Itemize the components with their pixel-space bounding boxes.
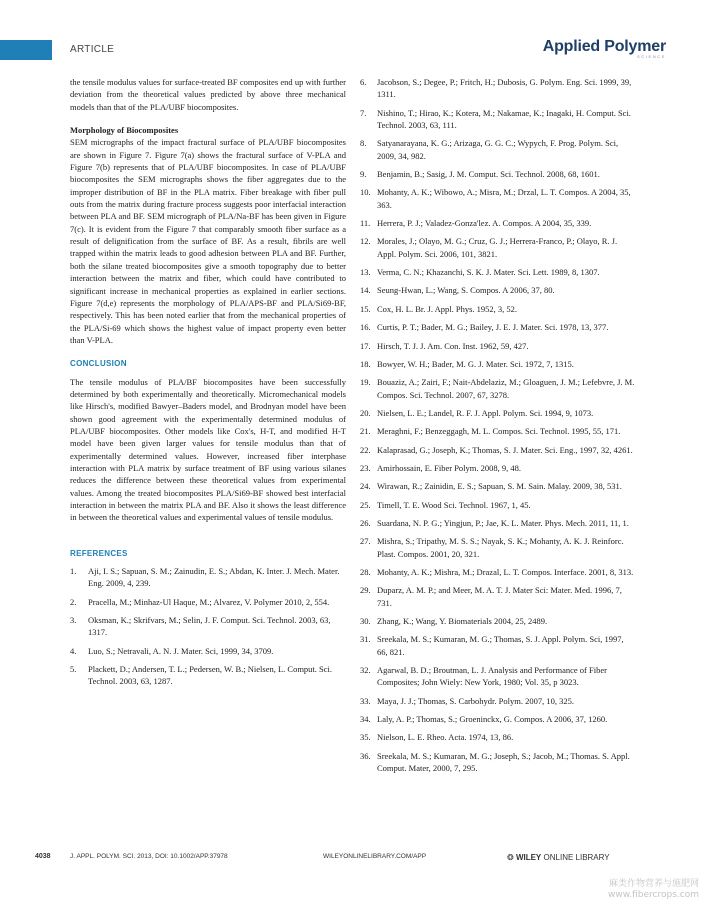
reference-number: 34.	[360, 714, 371, 725]
reference-item	[360, 340, 636, 352]
reference-text: Herrera, P. J.; Valadez-Gonza'lez. A. Compos. A 2004, 35, 339.	[377, 218, 592, 229]
reference-item	[360, 664, 636, 689]
reference-number: 7.	[360, 107, 367, 118]
reference-text: Bowyer, W. H.; Bader, M. G. J. Mater. Sci. 1972, 7, 1315.	[377, 358, 574, 369]
reference-text: Satyanarayana, K. G.; Arizaga, G. G. C.; Wypych, F. Prog. Polym. Sci, 2009, 34, 982.	[377, 138, 619, 161]
reference-text: Oksman, K.; Skrifvars, M.; Selin, J. F. Comput. Sci. Technol. 2003, 63, 1317.	[88, 615, 331, 638]
reference-list-left	[70, 565, 346, 688]
reference-number: 35.	[360, 732, 371, 743]
reference-item	[360, 168, 636, 180]
reference-number: 36.	[360, 750, 371, 761]
reference-text: Benjamin, B.; Sasig, J. M. Comput. Sci. Technol. 2008, 68, 1601.	[377, 169, 600, 180]
reference-number: 29.	[360, 585, 371, 596]
reference-text: Mohanty, A. K.; Wibowo, A.; Misra, M.; Drzal, L. T. Compos. A 2004, 35, 363.	[377, 187, 631, 210]
reference-text: Verma, C. N.; Khazanchi, S. K. J. Mater. Sci. Lett. 1989, 8, 1307.	[377, 267, 600, 278]
section-label: ARTICLE	[70, 44, 115, 55]
reference-item	[360, 425, 636, 437]
reference-text: Cox, H. L. Br. J. Appl. Phys. 1952, 3, 52.	[377, 303, 518, 314]
reference-text: Luo, S.; Netravali, A. N. J. Mater. Sci, 1999, 34, 3709.	[88, 645, 274, 656]
reference-text: Curtis, P. T.; Bader, M. G.; Bailey, J. E. J. Mater. Sci. 1978, 13, 377.	[377, 322, 609, 333]
reference-item	[360, 462, 636, 474]
reference-item	[360, 750, 636, 775]
reference-number: 6.	[360, 77, 367, 87]
reference-number: 21.	[360, 426, 371, 437]
reference-text: Sreekala, M. S.; Kumaran, M. G.; Thomas, S. J. Appl. Polym. Sci, 1997, 66, 821.	[377, 634, 624, 657]
watermark	[608, 879, 699, 901]
reference-item	[360, 615, 636, 627]
reference-number: 26.	[360, 517, 371, 528]
reference-item	[360, 266, 636, 278]
reference-text: Laly, A. P.; Thomas, S.; Groeninckx, G. Compos. A 2006, 37, 1260.	[377, 714, 608, 725]
reference-item	[360, 480, 636, 492]
reference-list-right	[360, 76, 636, 774]
reference-text: Morales, J.; Olayo, M. G.; Cruz, G. J.; Herrera-Franco, P.; Olayo, R. J. Appl. Polym. Sci. 2006, 101, 3821.	[377, 236, 618, 259]
reference-number: 15.	[360, 303, 371, 314]
reference-text: Hirsch, T. J. J. Am. Con. Inst. 1962, 59, 427.	[377, 340, 529, 351]
reference-item	[360, 186, 636, 211]
reference-text: Mohanty, A. K.; Mishra, M.; Drazal, L. T. Compos. Interface. 2001, 8, 313.	[377, 566, 634, 577]
reference-number: 1.	[70, 566, 77, 577]
left-column	[70, 76, 346, 694]
reference-number: 10.	[360, 187, 371, 198]
morphology-heading: Morphology of Biocomposites	[70, 125, 179, 136]
reference-item	[360, 566, 636, 578]
right-column	[360, 76, 636, 780]
reference-text: Nielsen, L. E.; Landel, R. F. J. Appl. Polym. Sci. 1994, 9, 1073.	[377, 407, 594, 418]
reference-text: Aji, I. S.; Sapuan, S. M.; Zainudin, E. S.; Abdan, K. Inter. J. Mech. Mater. Eng. 2009, 4, 239.	[88, 566, 340, 589]
website-link[interactable]: WILEYONLINELIBRARY.COM/APP	[323, 853, 427, 860]
reference-item	[360, 695, 636, 707]
reference-number: 22.	[360, 444, 371, 455]
reference-text: Duparz, A. M. P.; and Meer, M. A. T. J. Mater Sci: Mater. Med. 1996, 7, 731.	[377, 585, 622, 608]
reference-item	[360, 713, 636, 725]
reference-item	[360, 137, 636, 162]
reference-item	[70, 663, 346, 688]
reference-number: 33.	[360, 695, 371, 706]
reference-number: 18.	[360, 358, 371, 369]
reference-number: 2.	[70, 596, 77, 607]
reference-item	[360, 584, 636, 609]
reference-item	[360, 235, 636, 260]
reference-item	[360, 407, 636, 419]
reference-number: 5.	[70, 664, 77, 675]
watermark-line-2: www.fibercrops.com	[608, 890, 699, 900]
citation-line: J. APPL. POLYM. SCI. 2013, DOI: 10.1002/APP.37978	[70, 853, 228, 860]
intro-paragraph: the tensile modulus values for surface-treated BF composites end up with further deviation from the theoretical values predicted by above three mechanical models than that of the PLA/UBF biocomposites.	[70, 77, 346, 112]
reference-text: Nishino, T.; Hirao, K.; Kotera, M.; Nakamae, K.; Inagaki, H. Comput. Sci. Technol. 2003, 63, 111.	[377, 107, 631, 131]
reference-number: 30.	[360, 616, 371, 626]
reference-number: 23.	[360, 462, 371, 473]
reference-number: 20.	[360, 407, 371, 418]
reference-text: Nielson, L. E. Rheo. Acta. 1974, 13, 86.	[377, 732, 514, 743]
reference-number: 13.	[360, 267, 371, 278]
reference-item	[360, 217, 636, 229]
journal-title: Applied Polymer	[542, 38, 666, 55]
reference-text: Amirhossain, E. Fiber Polym. 2008, 9, 48.	[377, 462, 522, 473]
publisher-brand: WILEY	[515, 853, 542, 862]
publisher-suffix: ONLINE LIBRARY	[543, 853, 610, 862]
journal-logo	[543, 38, 666, 59]
reference-number: 11.	[360, 218, 371, 229]
morphology-paragraph: SEM micrographs of the impact fractural surface of PLA/UBF biocomposites are shown in Figure 7. Figure 7(a) shows the fractural surface of V-PLA and Figure 7(b) represents that of PLA/UBF biocomposites. In case of PLA/UBF biocomposites the SEM micrographs shows the fiber aggregates due to the improper distribution of BF in the PLA matrix. Fiber breakage with fiber pull outs from the matrix during fracture process suggests poor interfacial interaction between PLA and BF. SEM micrograph of PLA/Na-BF has been given in Figure 7(c). It is evident from the Figure 7 that comparably smooth fiber surface as a result of delignification from the surface of BF. As a result, fibrils are well trapped within the matrix leads to good adhesion between PLA and BF. Further, both the silane treated biocomposites give a smooth topography due to better interaction between the matrix and fiber, which could have contributed to significant increase in mechanical properties as explained in earlier sections. Figure 7(d,e) represents the morphology of PLA/APS-BF and PLA/Si69-BF, respectively. This has been noted earlier that from the mechanical properties of the PLA/Si-69 which shows the highest value of impact property even better than V-PLA.	[70, 137, 346, 345]
reference-item	[70, 565, 346, 590]
reference-item	[360, 731, 636, 743]
publisher-logo	[507, 853, 610, 862]
reference-text: Zhang, K.; Wang, Y. Biomaterials 2004, 25, 2489.	[377, 616, 548, 626]
reference-number: 31.	[360, 634, 371, 645]
reference-text: Wirawan, R.; Zainidin, E. S.; Sapuan, S. M. Sain. Malay. 2009, 38, 531.	[377, 481, 622, 492]
reference-item	[360, 321, 636, 333]
reference-text: Timell, T. E. Wood Sci. Technol. 1967, 1, 45.	[377, 499, 531, 510]
reference-number: 25.	[360, 499, 371, 510]
reference-text: Agarwal, B. D.; Broutman, L. J. Analysis and Performance of Fiber Composites; John Wiely: New York, 1980; Vol. 35, p 3023.	[377, 665, 607, 688]
reference-number: 16.	[360, 322, 371, 333]
reference-item	[360, 284, 636, 296]
reference-number: 24.	[360, 481, 371, 492]
reference-number: 4.	[70, 645, 77, 656]
reference-text: Suardana, N. P. G.; Yingjun, P.; Jae, K. L. Mater. Phys. Mech. 2011, 11, 1.	[377, 517, 629, 528]
wiley-icon: ❂	[507, 853, 514, 862]
reference-item	[70, 596, 346, 608]
reference-number: 3.	[70, 615, 77, 626]
reference-text: Mishra, S.; Tripathy, M. S. S.; Nayak, S. K.; Mohanty, A. K. J. Reinforc. Plast. Compos. 2001, 20, 321.	[377, 536, 624, 559]
journal-subtitle: SCIENCE	[637, 54, 666, 59]
references-heading: REFERENCES	[70, 548, 128, 558]
reference-number: 14.	[360, 285, 371, 296]
reference-number: 8.	[360, 138, 367, 149]
reference-item	[360, 376, 636, 401]
reference-item	[70, 645, 346, 657]
reference-item	[70, 614, 346, 639]
reference-item	[360, 535, 636, 560]
reference-item	[360, 444, 636, 456]
reference-item	[360, 76, 636, 101]
reference-number: 32.	[360, 665, 371, 676]
reference-text: Pracella, M.; Minhaz-Ul Haque, M.; Alvarez, V. Polymer 2010, 2, 554.	[88, 596, 330, 607]
reference-number: 9.	[360, 169, 367, 180]
reference-text: Sreekala, M. S.; Kumaran, M. G.; Joseph, S.; Jacob, M.; Thomas. S. Appl. Comput. Mater, 2000, 7, 295.	[377, 750, 630, 774]
reference-number: 12.	[360, 236, 371, 247]
page-number: 4038	[35, 853, 51, 860]
reference-number: 28.	[360, 566, 371, 577]
reference-text: Meraghni, F.; Benzeggagh, M. L. Compos. Sci. Technol. 1995, 55, 171.	[377, 426, 621, 437]
reference-item	[360, 107, 636, 132]
reference-text: Kalaprasad, G.; Joseph, K.; Thomas, S. J. Mater. Sci. Eng., 1997, 32, 4261.	[377, 444, 633, 455]
reference-number: 27.	[360, 536, 371, 547]
reference-item	[360, 358, 636, 370]
header-accent-bar	[0, 40, 52, 60]
reference-text: Bouaziz, A.; Zairi, F.; Nait-Abdelaziz, M.; Gloaguen, J. M.; Lefebvre, J. M. Compos. Sci. Technol. 2007, 67, 3278.	[377, 377, 635, 400]
reference-item	[360, 499, 636, 511]
reference-text: Plackett, D.; Andersen, T. L.; Pedersen, W. B.; Nielsen, L. Comput. Sci. Technol. 2003, 63, 1287.	[88, 664, 333, 687]
watermark-line-1: 麻类作物营养与施肥网	[608, 879, 699, 889]
reference-text: Jacobson, S.; Degee, P.; Fritch, H.; Dubosis, G. Polym. Eng. Sci. 1999, 39, 1311.	[377, 77, 632, 100]
conclusion-paragraph: The tensile modulus of PLA/BF biocomposites have been successfully determined by both experimentally and theoretically. Micromechanical models like Hirsch's, modified Bawyer–Baders model, and Brodnyan model have been shown good agreement with the experimentally determined modulus of PLA/UBF biocomposites. Other models like Cox's, H-T, and modified H-T model have been given larger values for tensile modulus than that of experimentally determined values. However, increased fiber interphase interaction with PLA matrix by surface treatment of BF using various silanes reduces the difference between these theoretical values from experimental values. Among the treated biocomposites PLA/Si69-BF showed best interfacial interaction in between the matrix PLA and BF. Also it shows the least difference in between the theoretical values and experimental values of tensile modulus.	[70, 376, 346, 523]
reference-number: 19.	[360, 377, 371, 388]
reference-item	[360, 303, 636, 315]
conclusion-heading: CONCLUSION	[70, 359, 127, 369]
reference-item	[360, 517, 636, 529]
reference-text: Maya, J. J.; Thomas, S. Carbohydr. Polym. 2007, 10, 325.	[377, 695, 574, 706]
reference-number: 17.	[360, 340, 371, 351]
reference-text: Seung-Hwan, L.; Wang, S. Compos. A 2006, 37, 80.	[377, 285, 555, 296]
reference-item	[360, 633, 636, 658]
